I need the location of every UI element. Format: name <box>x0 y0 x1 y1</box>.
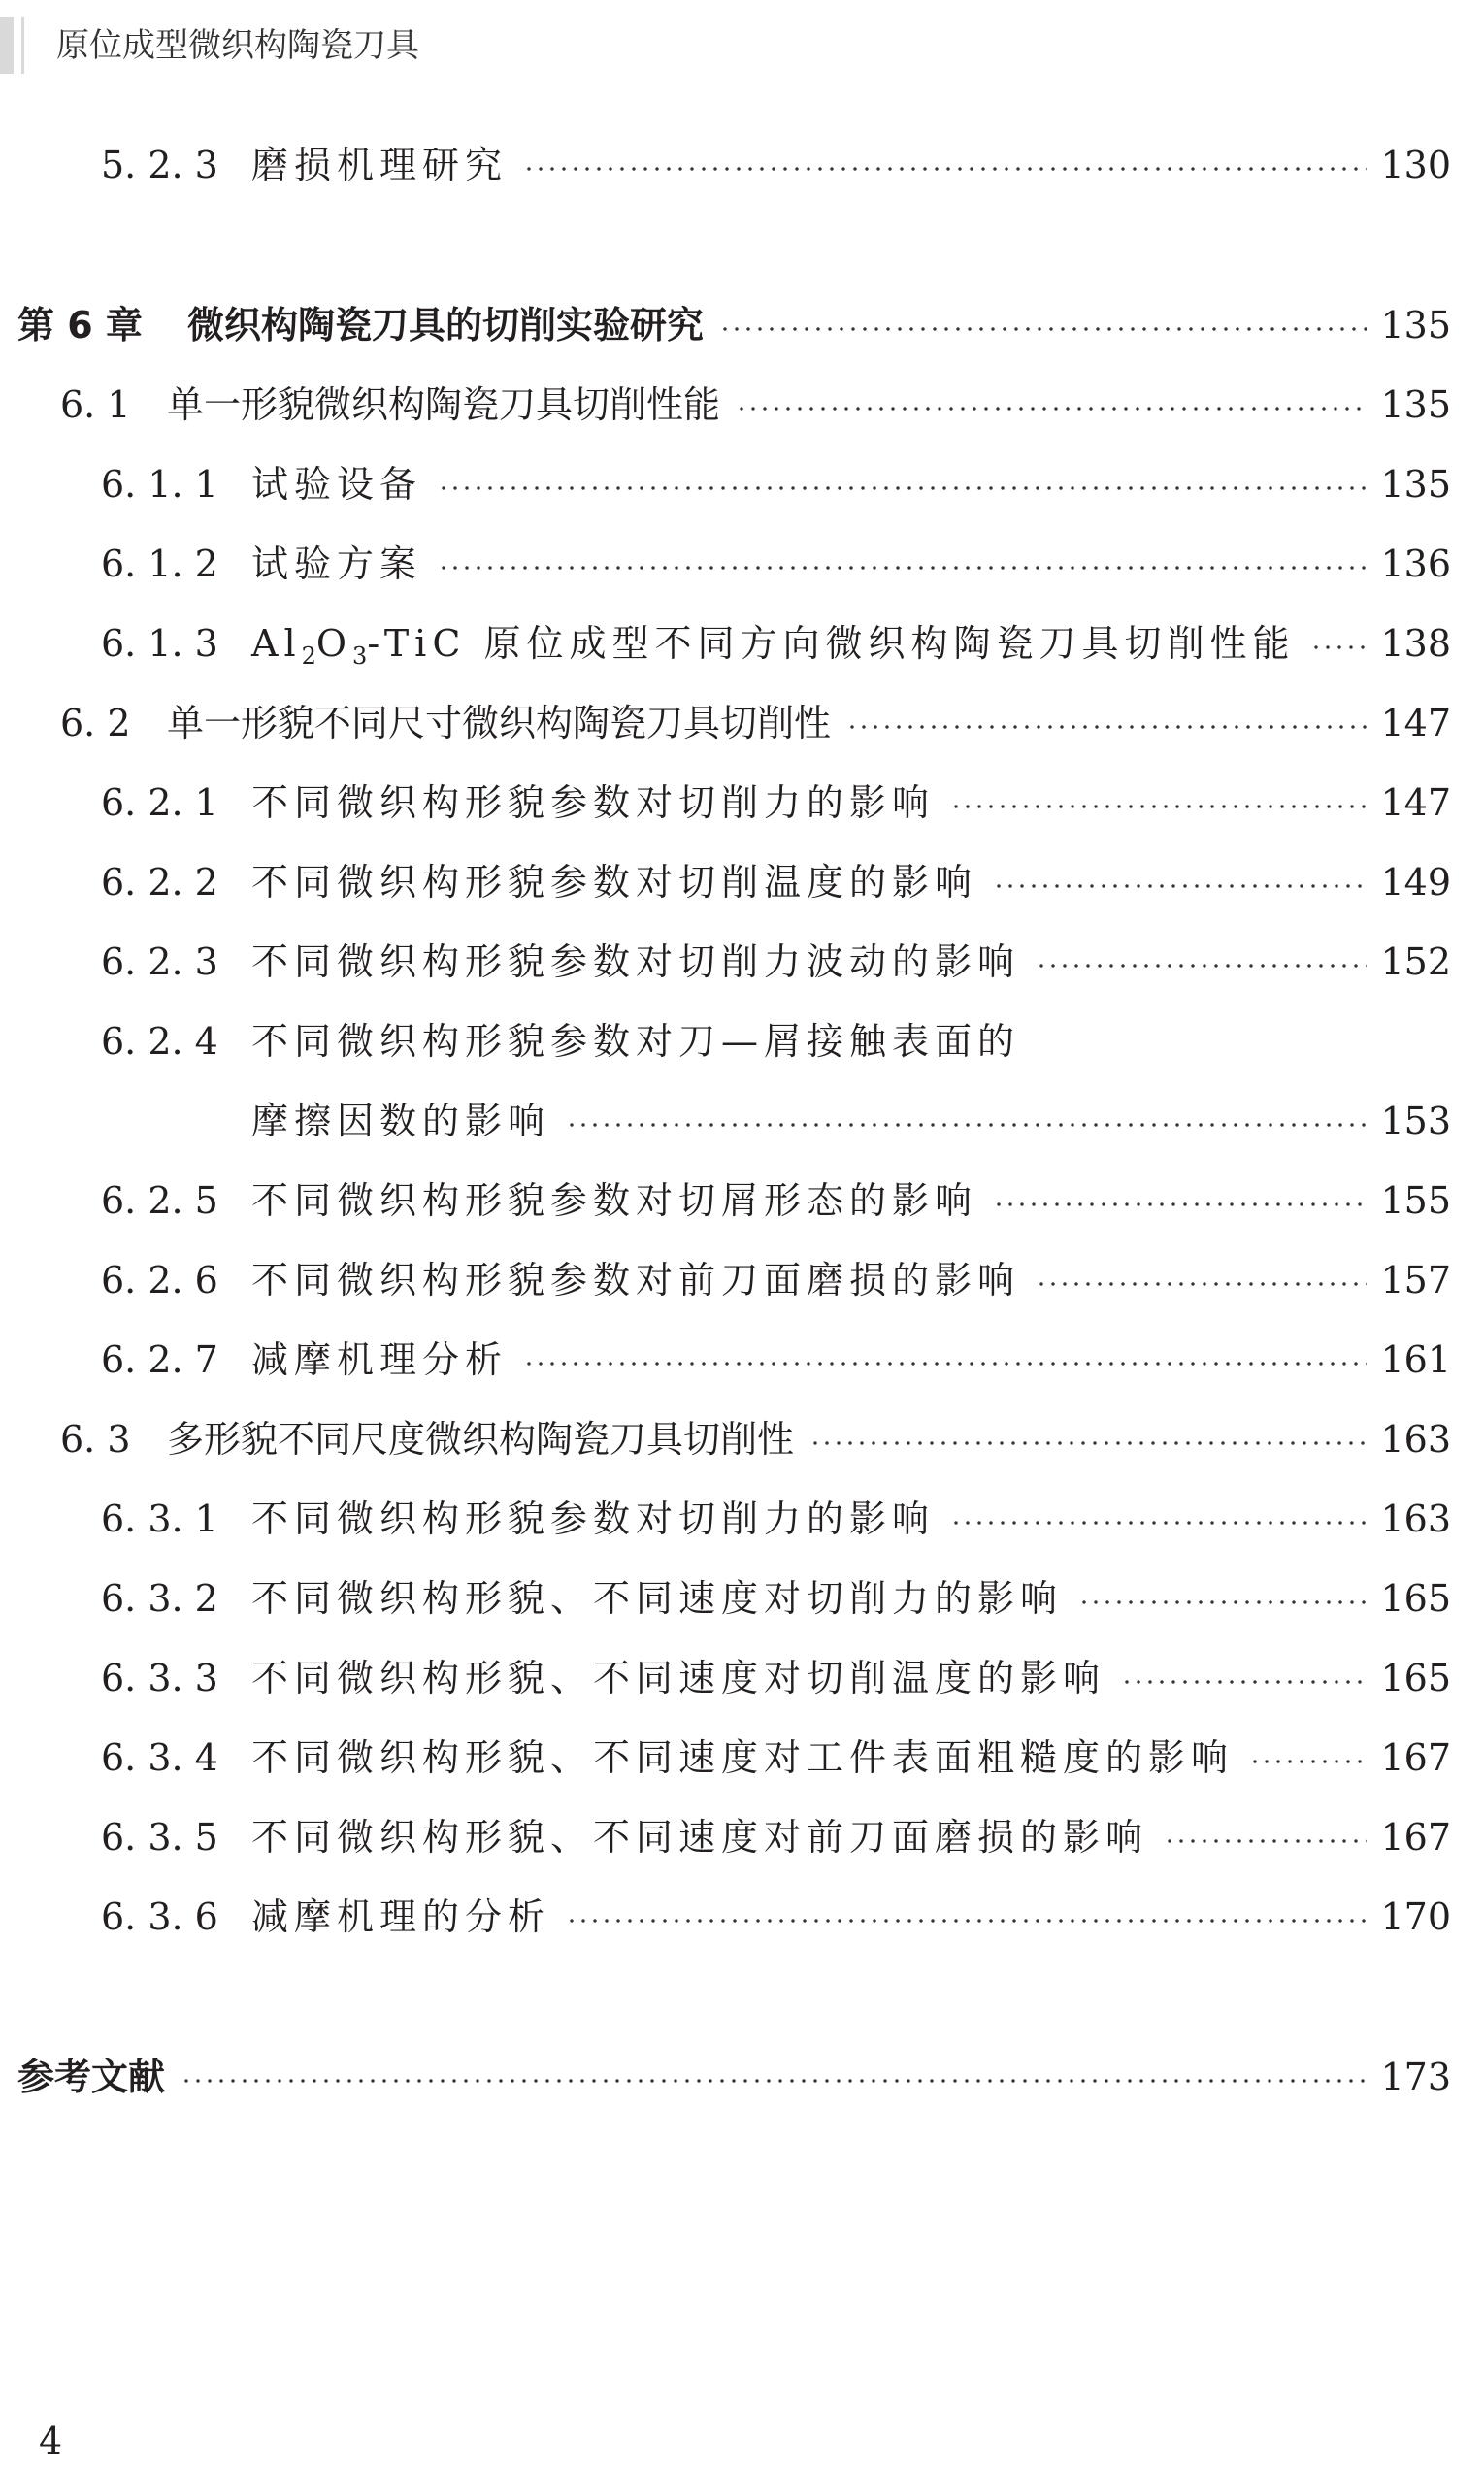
toc-entry-page: 135 <box>1380 304 1451 346</box>
toc-entry[interactable] <box>101 125 1451 205</box>
dot-leader <box>523 1361 1367 1367</box>
toc-entry-number: 6. 1 <box>60 383 131 426</box>
toc-entry[interactable] <box>101 445 1451 524</box>
dot-leader <box>1078 1599 1367 1605</box>
toc-entry-page: 167 <box>1380 1816 1451 1859</box>
toc-entry-title: 微织构陶瓷刀具的切削实验研究 <box>187 304 705 346</box>
toc-entry-number: 6. 3. 5 <box>101 1816 218 1859</box>
toc-entry-number: 6. 1. 2 <box>101 543 218 585</box>
toc-entry-title: 不同微织构形貌参数对切削温度的影响 <box>251 861 978 904</box>
dot-leader <box>1121 1679 1367 1685</box>
toc-entry-page: 165 <box>1380 1657 1451 1699</box>
toc-entry-number: 6. 3. 1 <box>101 1498 218 1540</box>
dot-leader <box>1164 1838 1367 1844</box>
dot-leader <box>736 406 1367 412</box>
toc-entry-title: 试验设备 <box>251 463 423 506</box>
toc-entry[interactable] <box>101 922 1451 1002</box>
toc-entry-number: 6. 2. 7 <box>101 1338 218 1381</box>
toc-entry-title: 单一形貌微织构陶瓷刀具切削性能 <box>167 383 721 426</box>
toc-entry-title: 不同微织构形貌、不同速度对切削温度的影响 <box>251 1657 1106 1699</box>
toc-entry-page: 149 <box>1380 861 1451 904</box>
dot-leader <box>993 883 1367 889</box>
toc-entry-number: 6. 1. 3 <box>101 622 218 665</box>
dot-leader <box>1249 1759 1367 1764</box>
toc-entry-page: 173 <box>1380 2056 1451 2098</box>
toc-entry-title: 不同微织构形貌参数对刀—屑接触表面的 <box>251 1020 1021 1063</box>
toc-entry[interactable] <box>60 683 1451 763</box>
dot-leader <box>1036 963 1367 969</box>
header-decoration-line <box>21 17 24 74</box>
toc-entry-number: 6. 1. 1 <box>101 463 218 506</box>
toc-entry[interactable] <box>101 1718 1451 1797</box>
toc-entry-title: 不同微织构形貌参数对切削力的影响 <box>251 1498 936 1540</box>
toc-entry[interactable] <box>101 1638 1451 1718</box>
dot-leader <box>809 1440 1367 1446</box>
toc-entry-number: 6. 3. 3 <box>101 1657 218 1699</box>
toc-entry-number: 5. 2. 3 <box>101 144 218 186</box>
toc-entry-title: 单一形貌不同尺寸微织构陶瓷刀具切削性 <box>167 702 832 744</box>
toc-entry-title: 摩擦因数的影响 <box>251 1100 551 1142</box>
toc-entry-title: 不同微织构形貌参数对切削力的影响 <box>251 781 936 824</box>
dot-leader <box>1036 1281 1367 1287</box>
toc-entry-number: 6. 2. 2 <box>101 861 218 904</box>
toc-entry-number: 6. 2. 5 <box>101 1179 218 1222</box>
toc-entry-page: 130 <box>1380 144 1451 186</box>
toc-entry-page: 161 <box>1380 1338 1451 1381</box>
dot-leader <box>950 1520 1367 1526</box>
toc-entry-page: 136 <box>1380 543 1451 585</box>
toc-entry-page: 163 <box>1380 1498 1451 1540</box>
toc-entry-number: 6. 2. 6 <box>101 1259 218 1301</box>
dot-leader <box>566 1918 1367 1924</box>
dot-leader <box>566 1122 1367 1128</box>
toc-entry-title: 参考文献 <box>17 2056 166 2098</box>
dot-leader <box>950 804 1367 809</box>
toc-entry[interactable] <box>101 842 1451 922</box>
toc-entry-title-part: 2 <box>301 642 316 670</box>
toc-entry-title: 磨损机理研究 <box>251 144 509 186</box>
toc-entry-title-part: Al <box>251 622 302 665</box>
toc-entry[interactable] <box>101 1081 1451 1161</box>
toc-entry-title: 多形貌不同尺度微织构陶瓷刀具切削性 <box>167 1418 795 1461</box>
toc-entry[interactable] <box>60 1400 1451 1479</box>
toc-entry-title <box>251 604 1295 683</box>
toc-entry-page: 167 <box>1380 1736 1451 1779</box>
toc-entry-title: 减摩机理的分析 <box>251 1895 551 1938</box>
toc-entry[interactable] <box>17 285 1451 365</box>
toc-entry-title: 减摩机理分析 <box>251 1338 509 1381</box>
toc-entry[interactable] <box>60 365 1451 445</box>
toc-entry-title: 不同微织构形貌、不同速度对切削力的影响 <box>251 1577 1064 1620</box>
page-number: 4 <box>39 2420 63 2462</box>
toc-entry[interactable] <box>101 1161 1451 1240</box>
toc-entry-number: 6. 2. 4 <box>101 1020 218 1063</box>
toc-entry-page: 155 <box>1380 1179 1451 1222</box>
toc-entry-number: 6. 3. 4 <box>101 1736 218 1779</box>
dot-leader <box>993 1202 1367 1207</box>
toc-entry-number: 6. 2 <box>60 702 131 744</box>
toc-entry-page: 138 <box>1380 622 1451 665</box>
toc-entry-title: 不同微织构形貌、不同速度对前刀面磨损的影响 <box>251 1816 1149 1859</box>
dot-leader <box>523 166 1367 172</box>
toc-entry-page: 165 <box>1380 1577 1451 1620</box>
toc-entry-title: 不同微织构形貌参数对前刀面磨损的影响 <box>251 1259 1021 1301</box>
toc-entry[interactable] <box>101 1479 1451 1559</box>
toc-entry-title: 不同微织构形貌、不同速度对工件表面粗糙度的影响 <box>251 1736 1235 1779</box>
toc-entry[interactable] <box>101 604 1451 683</box>
toc-entry-page: 153 <box>1380 1100 1451 1142</box>
toc-entry-title-part: -TiC 原位成型不同方向微织构陶瓷刀具切削性能 <box>367 622 1296 665</box>
toc-entry-number: 6. 3 <box>60 1418 131 1461</box>
toc-entry[interactable] <box>101 1797 1451 1877</box>
toc-entry[interactable] <box>101 1877 1451 1957</box>
toc-entry-number: 6. 2. 1 <box>101 781 218 824</box>
toc-entry-number: 第 6 章 <box>17 304 143 346</box>
dot-leader <box>438 565 1367 571</box>
toc-entry[interactable] <box>101 1320 1451 1400</box>
toc-entry-number: 6. 2. 3 <box>101 940 218 983</box>
toc-entry-title: 不同微织构形貌参数对切屑形态的影响 <box>251 1179 978 1222</box>
header-decoration <box>0 17 14 74</box>
toc-entry-title: 试验方案 <box>251 543 423 585</box>
toc-entry-page: 147 <box>1380 781 1451 824</box>
dot-leader <box>846 724 1367 730</box>
toc-entry[interactable] <box>101 1559 1451 1638</box>
toc-entry-title-part: 3 <box>352 642 368 670</box>
dot-leader <box>719 326 1367 332</box>
dot-leader <box>1310 644 1367 650</box>
toc-entry[interactable] <box>101 1002 1451 1081</box>
running-header-title: 原位成型微织构陶瓷刀具 <box>56 26 419 65</box>
dot-leader <box>181 2078 1367 2084</box>
dot-leader <box>438 485 1367 491</box>
toc-entry-page: 152 <box>1380 940 1451 983</box>
toc-entry[interactable] <box>101 763 1451 842</box>
toc-entry-number: 6. 3. 6 <box>101 1895 218 1938</box>
toc-entry-page: 170 <box>1380 1895 1451 1938</box>
toc-entry-page: 157 <box>1380 1259 1451 1301</box>
toc-entry-page: 147 <box>1380 702 1451 744</box>
toc-entry-page: 135 <box>1380 383 1451 426</box>
toc-entry-page: 163 <box>1380 1418 1451 1461</box>
toc-entry-title: 不同微织构形貌参数对切削力波动的影响 <box>251 940 1021 983</box>
toc-entry[interactable] <box>101 1240 1451 1320</box>
toc-entry-page: 135 <box>1380 463 1451 506</box>
toc-entry-number: 6. 3. 2 <box>101 1577 218 1620</box>
toc-entry[interactable] <box>101 524 1451 604</box>
toc-entry-title-part: O <box>315 622 353 665</box>
toc-entry[interactable] <box>17 2037 1451 2117</box>
